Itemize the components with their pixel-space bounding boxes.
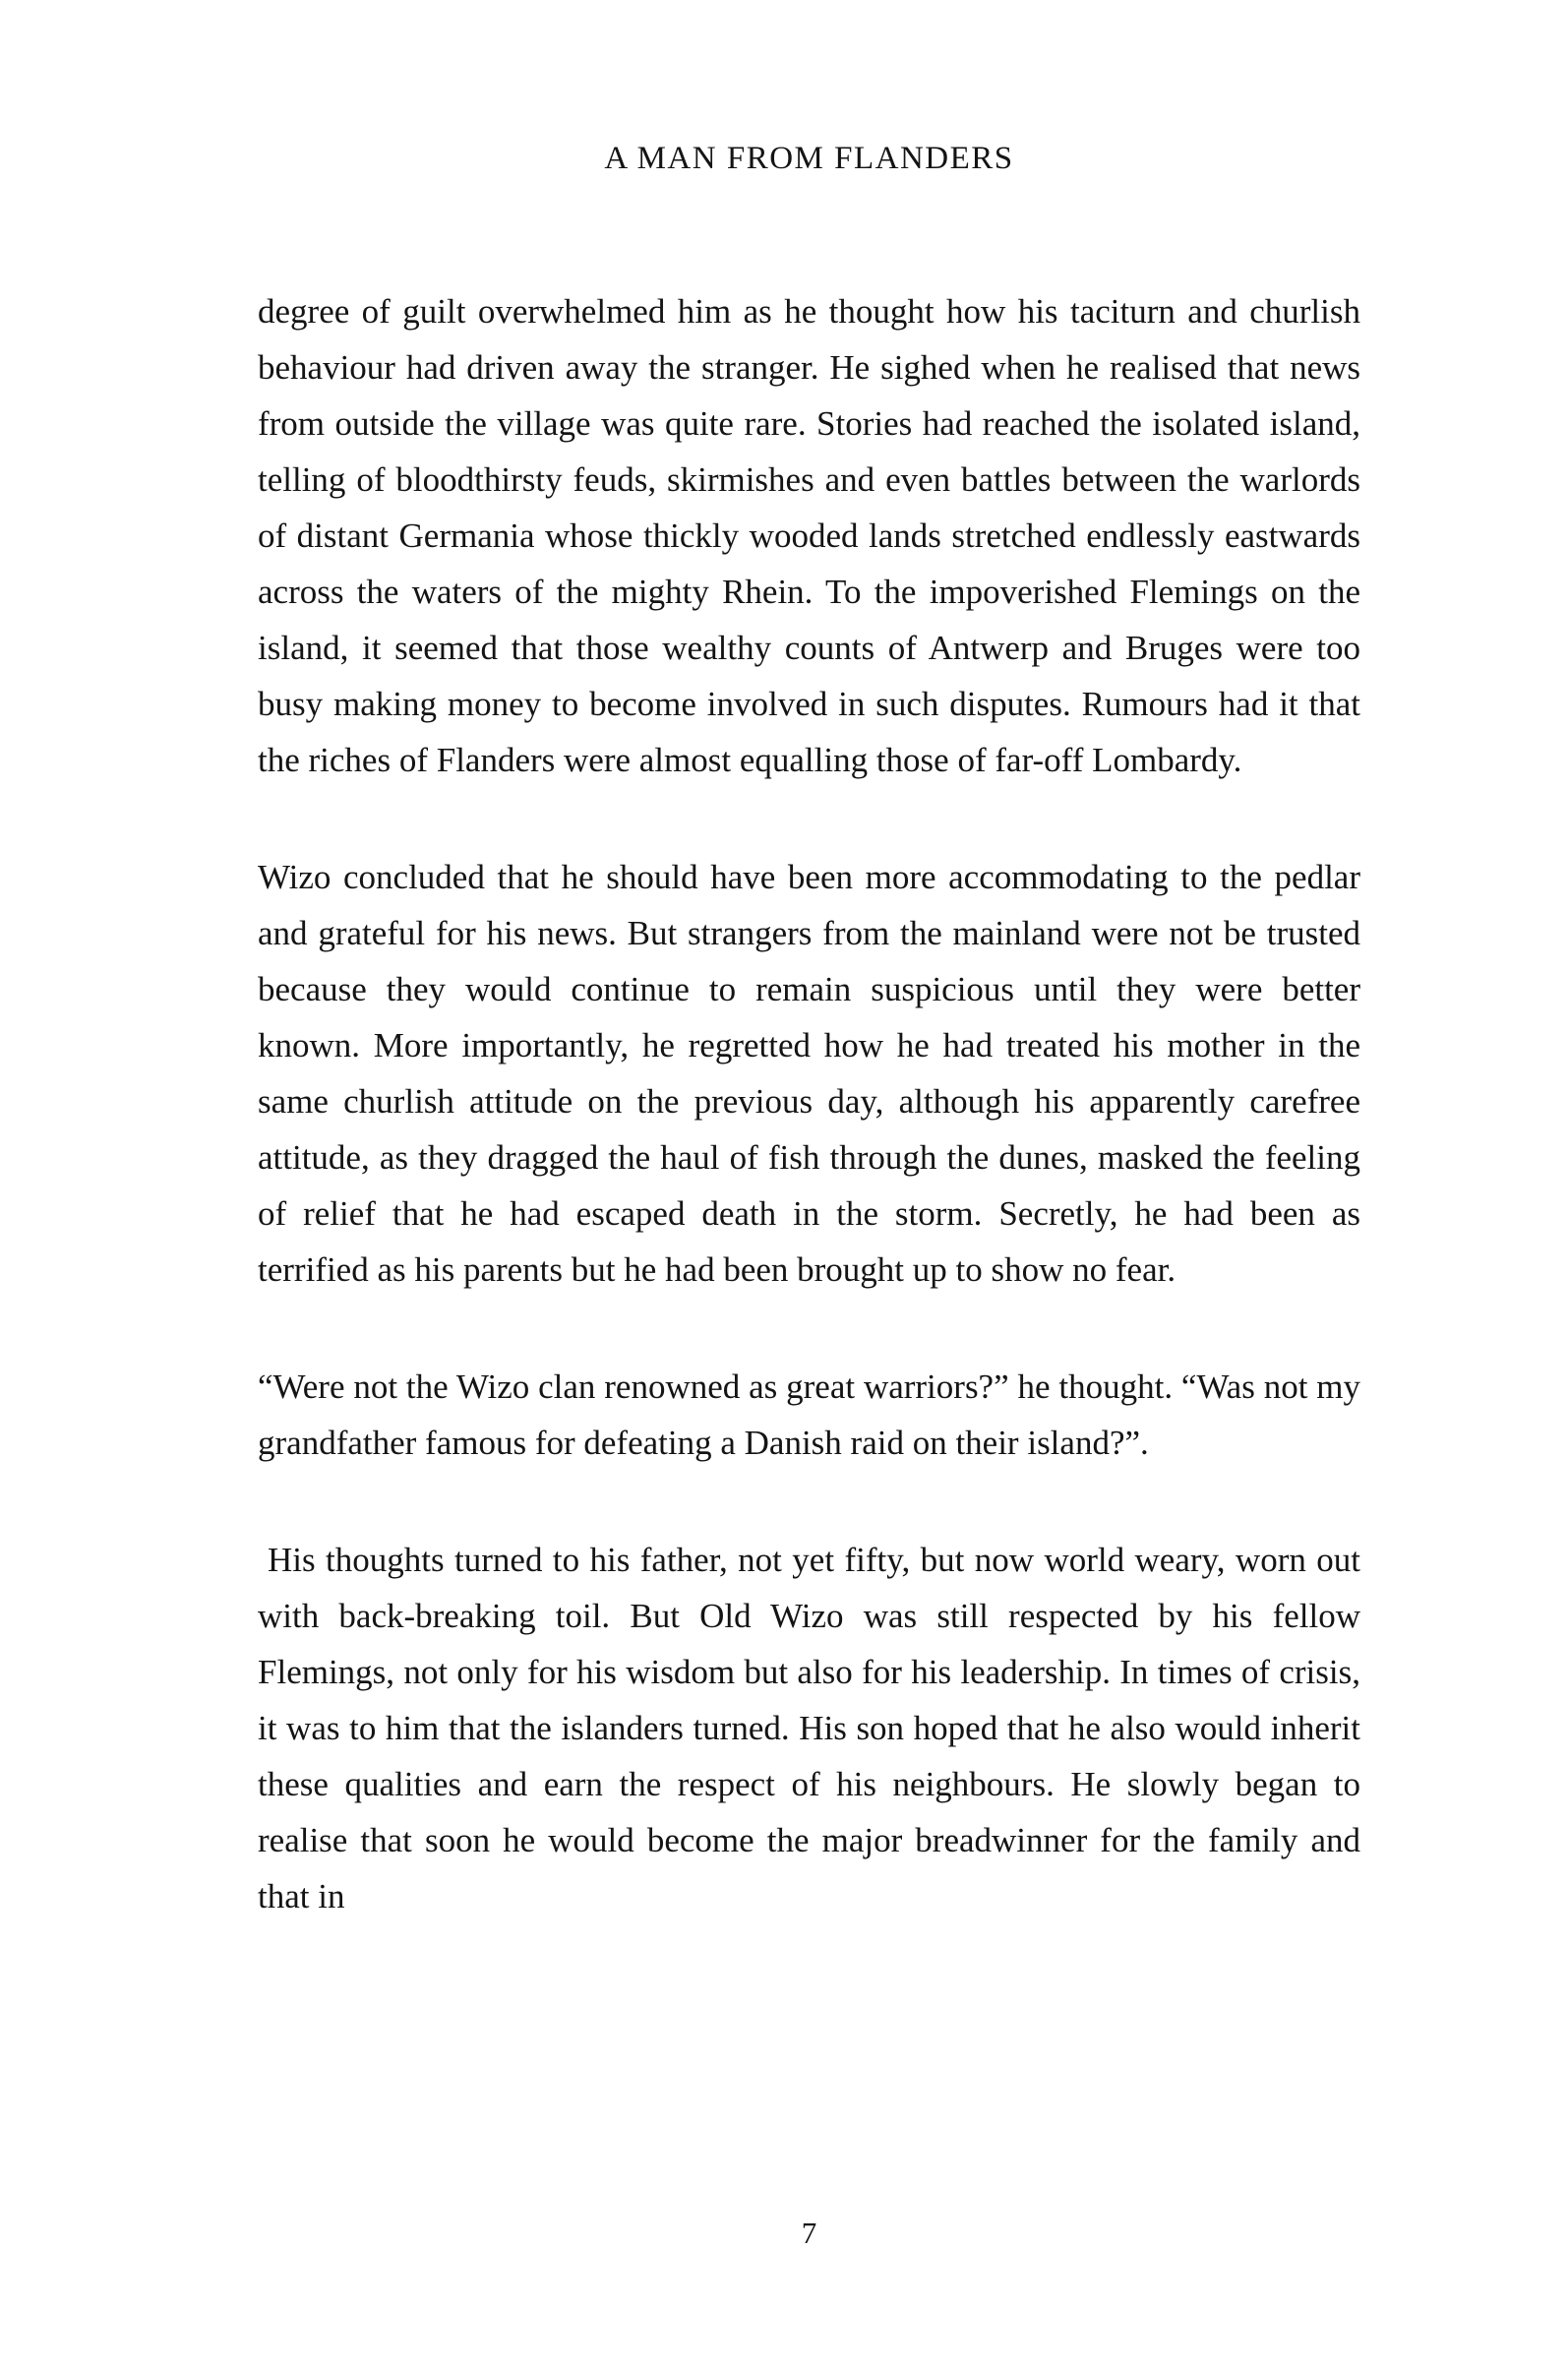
body-text <box>258 283 1360 1924</box>
running-header: A MAN FROM FLANDERS <box>604 141 1014 176</box>
body-paragraph: degree of guilt overwhelmed him as he thought how his taciturn and churlish behaviour had driven away the stranger. He sighed when he realised that news from outside the village was quite rare. Stories had reached the isolated island, telling of bloodthirsty feuds, skirmishes and even battles between the warlords of distant Germania whose thickly wooded lands stretched endlessly eastwards across the waters of the mighty Rhein. To the impoverished Flemings on the island, it seemed that those wealthy counts of Antwerp and Bruges were too busy making money to become involved in such disputes. Rumours had it that the riches of Flanders were almost equalling those of far-off Lombardy. <box>258 292 1360 779</box>
body-paragraph: “Were not the Wizo clan renowned as great warriors?” he thought. “Was not my grandfather famous for defeating a Danish raid on their island?”. <box>258 1367 1360 1462</box>
body-paragraph: His thoughts turned to his father, not yet fifty, but now world weary, worn out with back-breaking toil. But Old Wizo was still respected by his fellow Flemings, not only for his wisdom but also for his leadership. In times of crisis, it was to him that the islanders turned. His son hoped that he also would inherit these qualities and earn the respect of his neighbours. He slowly began to realise that soon he would become the major breadwinner for the family and that in <box>258 1541 1360 1915</box>
body-paragraph: Wizo concluded that he should have been more accommodating to the pedlar and grateful for his news. But strangers from the mainland were not be trusted because they would continue to remain suspicious until they were better known. More importantly, he regretted how he had treated his mother in the same churlish attitude on the previous day, although his apparently carefree attitude, as they dragged the haul of fish through the dunes, masked the feeling of relief that he had escaped death in the storm. Secretly, he had been as terrified as his parents but he had been brought up to show no fear. <box>258 858 1360 1289</box>
page-number: 7 <box>801 2216 817 2250</box>
